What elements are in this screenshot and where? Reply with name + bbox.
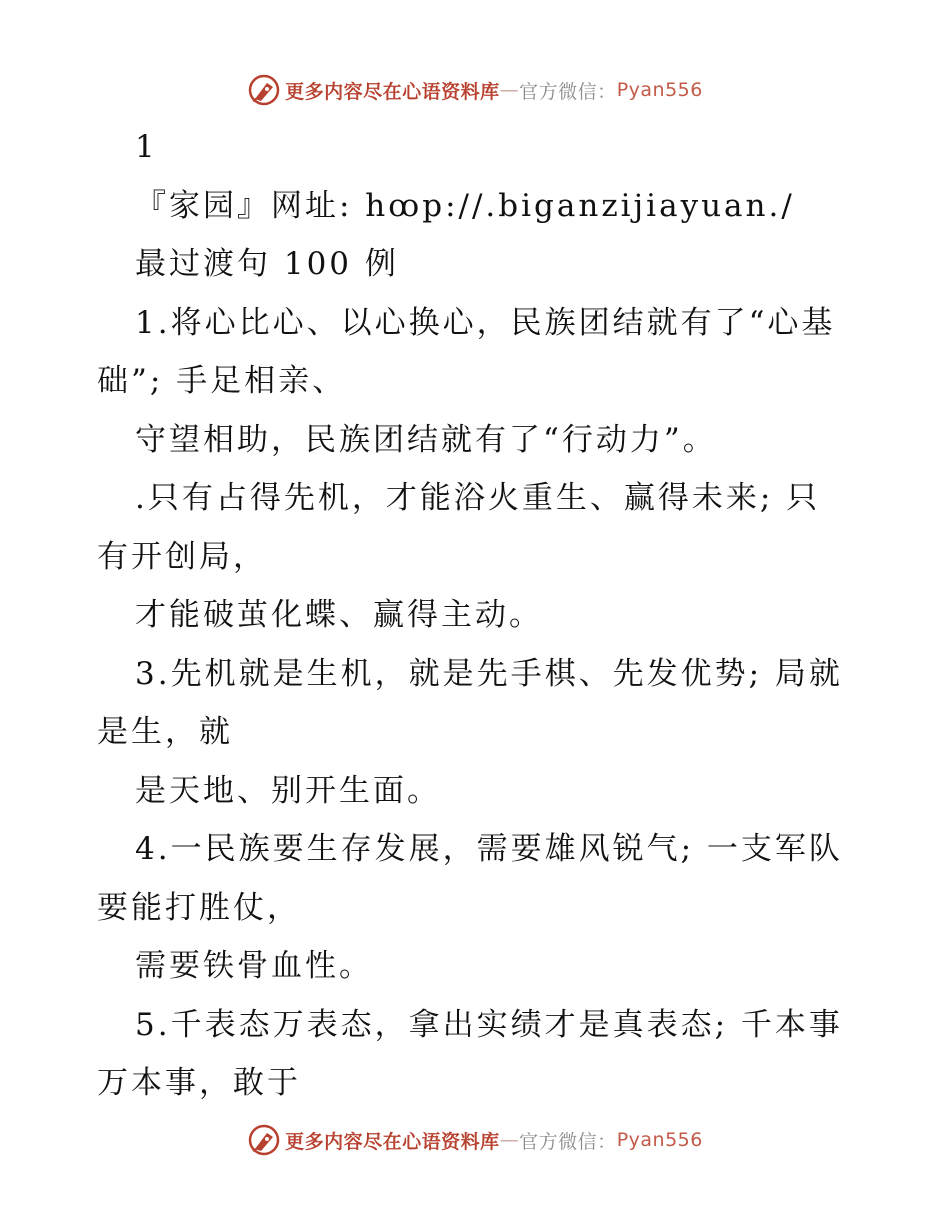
footer-dash: — <box>499 1129 520 1151</box>
footer-wechat-id: Pyan556 <box>616 1129 703 1151</box>
text-line: 万本事，敢于 <box>97 1065 301 1101</box>
header-promo-text: 更多内容尽在心语资料库 <box>285 80 500 103</box>
text-line: 是天地、别开生面。 <box>135 772 441 809</box>
pen-nib-logo-icon <box>247 73 281 107</box>
document-title: 最过渡句 100 例 <box>135 246 399 282</box>
footer-promo-text: 更多内容尽在心语资料库 <box>285 1130 500 1153</box>
text-line: 守望相助，民族团结就有了“行动力”。 <box>135 421 717 458</box>
text-line: 需要铁骨血性。 <box>135 948 373 984</box>
header-banner <box>0 70 950 110</box>
text-line: 要能打胜仗， <box>97 889 301 926</box>
header-wechat-id: Pyan556 <box>616 79 703 101</box>
pen-nib-logo-icon <box>247 1123 281 1157</box>
text-line: 才能破茧化蝶、赢得主动。 <box>135 597 543 633</box>
text-line: .只有占得先机，才能浴火重生、赢得未来; 只 <box>135 480 821 516</box>
page-number: 1 <box>135 129 158 165</box>
text-line: 1.将心比心、以心换心，民族团结就有了“心基 <box>135 304 836 341</box>
footer-banner <box>0 1120 950 1160</box>
header-dash: — <box>499 79 520 101</box>
document-body <box>97 118 857 1113</box>
text-line: 是生，就 <box>97 714 233 750</box>
text-line: 有开创局， <box>97 538 267 575</box>
text-line: 4.一民族要生存发展，需要雄风锐气; 一支军队 <box>135 831 843 867</box>
text-line: 5.千表态万表态，拿出实绩才是真表态; 千本事 <box>135 1006 843 1043</box>
text-line: 3.先机就是生机，就是先手棋、先发优势; 局就 <box>135 655 843 692</box>
text-line: 础”; 手足相亲、 <box>97 363 347 399</box>
website-line: 『家园』网址: h⁠ꝏp://.biganzijiayuan./ <box>135 187 795 224</box>
header-wechat-label: 官方微信： <box>519 80 617 103</box>
footer-wechat-label: 官方微信： <box>519 1130 617 1153</box>
